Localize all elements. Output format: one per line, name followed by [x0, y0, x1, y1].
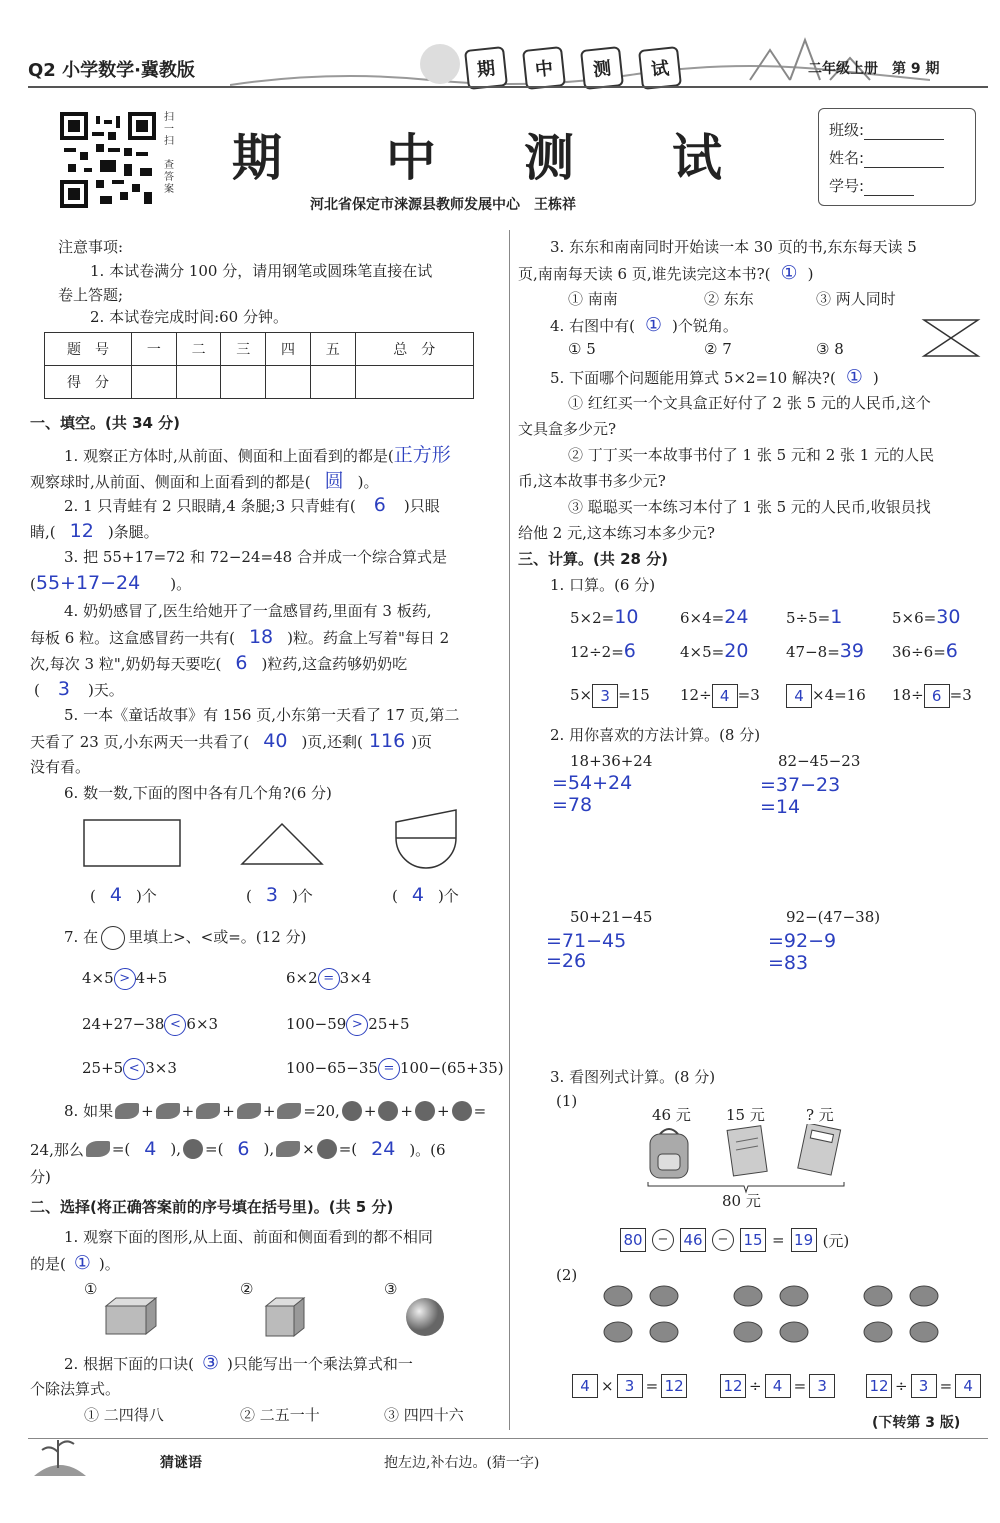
eq-box: 3: [617, 1374, 643, 1398]
q4-text-2-end: )粒。药盒上写着"每日 2: [287, 629, 450, 647]
calc-step: =71−45: [546, 930, 627, 952]
oral-expr: 47−8=: [786, 643, 840, 661]
column-divider: [509, 230, 510, 1430]
s2-q4-text: 4. 右图中有(: [550, 317, 635, 335]
score-cell[interactable]: [221, 366, 266, 399]
bracket-close: )。: [357, 473, 379, 491]
header-stamps: [466, 48, 680, 88]
section-1-title: 一、填空。(共 34 分): [30, 414, 181, 432]
part-2-equation-2: 12 ÷ 4 = 3: [720, 1374, 835, 1398]
continued-note: (下转第 3 版): [872, 1415, 961, 1431]
student-info-box: [818, 108, 976, 206]
calc-expr: 92−(47−38): [786, 908, 881, 926]
oral-answer: 6: [945, 640, 958, 662]
q1-answer: 正方形: [393, 444, 451, 466]
oral-answer: 39: [839, 640, 864, 662]
part-2-equation-1: 4 × 3 = 12: [572, 1374, 687, 1398]
minus-icon: −: [652, 1229, 674, 1251]
compare-left: 25+5: [82, 1059, 124, 1077]
q8-answer: 4: [144, 1138, 157, 1160]
stamp-char: 中: [522, 46, 566, 90]
part-2-equation-3: 12 ÷ 3 = 4: [866, 1374, 981, 1398]
section-2-title: 二、选择(将正确答案前的序号填在括号里)。(共 5 分): [30, 1198, 394, 1216]
q7-text: 7. 在: [64, 928, 99, 946]
s2-q5-option-3-cont: 给他 2 元,这本练习本多少元?: [518, 524, 715, 542]
header-publication: Q2 小学数学·冀教版: [28, 60, 195, 81]
ball-icon: [415, 1101, 435, 1121]
q6-answer: 4: [411, 884, 424, 906]
minus-icon: −: [712, 1229, 734, 1251]
equals-bracket: =(: [338, 1140, 358, 1158]
calculator-icon: [796, 1124, 842, 1176]
butterfly-group: [728, 1282, 820, 1354]
compare-right: 3×3: [145, 1059, 177, 1077]
ball-icon: [452, 1101, 472, 1121]
calc-expr: 18+36+24: [570, 752, 653, 770]
q4-answer: 18: [248, 626, 274, 648]
q4-text-3-end: )粒药,这盒药够奶奶吃: [261, 655, 408, 673]
compare-right: 6×3: [186, 1015, 219, 1033]
note-1: 1. 本试卷满分 100 分，请用钢笔或圆珠笔直接在试: [90, 262, 433, 280]
box-expr-pre: 5×: [570, 686, 593, 704]
sphere-shape: [404, 1296, 446, 1338]
q2-text-2-end: )条腿。: [107, 523, 159, 541]
option-label: ① 5: [568, 340, 596, 358]
cuboid-shape: [102, 1296, 158, 1336]
compare-answer: =: [318, 968, 340, 990]
option-label: ③: [384, 1280, 398, 1298]
option-label: ③ 四四十六: [384, 1406, 464, 1424]
oral-answer: 6: [623, 640, 636, 662]
q2-text-end: )只眼: [403, 497, 440, 515]
calc-result: =78: [552, 794, 593, 816]
eq-box: 4: [765, 1374, 791, 1398]
part-2-label: (2): [556, 1266, 578, 1284]
oral-expr: 5×2=: [570, 609, 615, 627]
compare-answer: =: [378, 1058, 400, 1080]
compare-left: 100−65−35: [286, 1059, 378, 1077]
score-cell[interactable]: [132, 366, 177, 399]
footer-divider: [28, 1438, 988, 1439]
butterfly-group: [858, 1282, 950, 1354]
backpack-icon: [644, 1124, 694, 1182]
q4-text: 4. 奶奶感冒了,医生给她开了一盒感冒药,里面有 3 板药,: [64, 602, 432, 620]
butterfly-group: [598, 1282, 690, 1354]
eq-box: 4: [955, 1374, 981, 1398]
q4-text-3: 次,每次 3 粒",奶奶每天要吃(: [30, 655, 222, 673]
s2-q5-text: 5. 下面哪个问题能用算式 5×2=10 解决?(: [550, 369, 836, 387]
q2-answer: 6: [373, 494, 386, 516]
score-header: 四: [266, 333, 311, 366]
q8-line-2: 24,那么 =( 4 ), =( 6 ), × =( 24 )。(6: [30, 1138, 446, 1160]
q8-line-1: 8. 如果 + + + + =20, + + + =: [64, 1101, 487, 1120]
q5-answer-2: 116: [368, 730, 406, 752]
score-header: 三: [221, 333, 266, 366]
eq-box: 3: [809, 1374, 835, 1398]
compare-right: 4+5: [135, 969, 168, 987]
compare-right: 100−(65+35): [399, 1059, 504, 1077]
box-answer: 3: [592, 684, 618, 708]
oral-expr: 6×4=: [680, 609, 725, 627]
bracket-close: )。: [170, 575, 192, 593]
q5-text-mid: )页,还剩(: [301, 733, 363, 751]
page-title-char: 试: [672, 128, 722, 187]
eq-box: 80: [620, 1228, 646, 1252]
q8-text-end: )。(6: [409, 1140, 446, 1159]
leaf-icon: [86, 1141, 110, 1157]
q3-text: 3. 把 55+17=72 和 72−24=48 合并成一个综合算式是: [64, 548, 447, 566]
s2-q3-text-2: 页,南南每天读 6 页,谁先读完这本书?(: [518, 265, 771, 283]
class-label: 班级:: [829, 121, 865, 139]
box-answer: 6: [924, 684, 950, 708]
bracket-open: (: [34, 681, 40, 699]
q8-text-3: 分): [30, 1168, 51, 1186]
calc-result: =14: [760, 796, 801, 818]
qr-scan-label: 扫一扫: [164, 112, 174, 147]
rectangle-shape: [82, 818, 182, 868]
option-label: ②: [240, 1280, 254, 1298]
s2-q1-text: 1. 观察下面的图形,从上面、前面和侧面看到的都不相同: [64, 1228, 433, 1246]
s2-q5-option-1: ① 红红买一个文具盒正好付了 2 张 5 元的人民币,这个: [568, 394, 931, 412]
ball-icon: [342, 1101, 362, 1121]
s2-q5-option-1-cont: 文具盒多少元?: [518, 420, 617, 438]
eq-box: 15: [740, 1228, 766, 1252]
q5-text-end: )页: [411, 733, 433, 751]
q4-answer-2: 6: [235, 652, 248, 674]
hourglass-figure: [920, 316, 982, 360]
triangle-shape: [240, 822, 324, 866]
compare-left: 4×5: [82, 969, 114, 987]
box-expr-pre: 12÷: [680, 686, 712, 704]
q1-text-2: 观察球时,从前面、侧面和上面看到的都是(: [30, 473, 311, 491]
q8-text-mid: =20,: [303, 1101, 340, 1120]
stamp-char: 测: [580, 46, 624, 90]
note-2: 2. 本试卷完成时间:60 分钟。: [90, 308, 288, 326]
stamp-char: 试: [638, 46, 682, 90]
q3-answer: 55+17−24: [35, 572, 141, 594]
s2-q5-option-2: ② 丁丁买一本故事书付了 1 张 5 元和 2 张 1 元的人民: [568, 446, 935, 464]
option-label: ① 南南: [568, 290, 618, 308]
box-answer: 4: [712, 684, 738, 708]
eq-box: 3: [911, 1374, 937, 1398]
q6-answer: 3: [265, 884, 278, 906]
q5-text-3: 没有看。: [30, 758, 91, 776]
s2-q2-answer: ③: [201, 1352, 219, 1374]
equals-bracket: =(: [111, 1140, 131, 1158]
compare-right: 25+5: [368, 1015, 410, 1033]
leaf-icon: [237, 1103, 261, 1119]
s3-q1-text: 1. 口算。(6 分): [550, 576, 656, 594]
score-header: 五: [310, 333, 355, 366]
author-line: 河北省保定市涞源县教师发展中心 王栋祥: [310, 197, 576, 213]
page-title-char: 中: [386, 128, 436, 187]
oral-answer: 20: [724, 640, 749, 662]
oral-answer: 10: [614, 606, 639, 628]
s2-q1-answer: ①: [73, 1252, 91, 1274]
oral-expr: 5÷5=: [786, 609, 831, 627]
ball-icon: [378, 1101, 398, 1121]
q4-text-2: 每板 6 粒。这盒感冒药一共有(: [30, 629, 235, 647]
equals-bracket: =(: [205, 1140, 224, 1158]
s2-q3-text: 3. 东东和南南同时开始读一本 30 页的书,东东每天读 5: [550, 238, 917, 256]
s3-q2-text: 2. 用你喜欢的方法计算。(8 分): [550, 726, 761, 744]
unit-label: (元): [822, 1231, 850, 1250]
compare-left: 6×2: [286, 969, 318, 987]
unit-label: )个: [291, 887, 313, 905]
q2-text-2: 睛,(: [30, 523, 56, 541]
book-icon: [726, 1124, 770, 1178]
calc-expr: 50+21−45: [570, 908, 653, 926]
s2-q5-option-2-cont: 币,这本故事书多少元?: [518, 472, 666, 490]
leaf-icon: [196, 1103, 220, 1119]
name-field[interactable]: [864, 153, 944, 168]
s2-q2-text-end: )只能写出一个乘法算式和一: [226, 1355, 413, 1373]
calc-step: =54+24: [552, 772, 633, 794]
leaf-icon: [156, 1103, 180, 1119]
page-title-char: 期: [232, 128, 282, 187]
s2-q3-answer: ①: [780, 262, 798, 284]
mascot-icon: [420, 44, 460, 84]
box-expr-post: =3: [737, 686, 760, 704]
unit-label: )个: [437, 887, 459, 905]
riddle-text: 抱左边,补右边。(猜一字): [384, 1455, 540, 1471]
oral-answer: 30: [936, 606, 961, 628]
notes-heading: 注意事项:: [58, 238, 124, 256]
box-expr-post: ×4=16: [812, 686, 866, 704]
bracket-close: )天。: [87, 681, 124, 699]
oral-expr: 4×5=: [680, 643, 725, 661]
q8-text-2: 24,那么: [30, 1140, 84, 1159]
compare-answer: >: [346, 1014, 368, 1036]
score-label: 得 分: [45, 366, 132, 399]
unit-label: )个: [135, 887, 157, 905]
q5-text-2: 天看了 23 页,小东两天一共看了(: [30, 733, 250, 751]
eq-box: 12: [720, 1374, 746, 1398]
q6-answer: 4: [109, 884, 122, 906]
s2-q4-answer: ①: [644, 314, 662, 336]
oral-answer: 24: [724, 606, 749, 628]
compare-left: 24+27−38: [82, 1015, 165, 1033]
option-label: ② 二五一十: [240, 1406, 320, 1424]
price-label: 15 元: [726, 1106, 765, 1124]
calc-step: =92−9: [768, 930, 837, 952]
bracket-close: )。: [98, 1255, 120, 1273]
page-title-char: 测: [524, 128, 574, 187]
calc-step: =37−23: [760, 774, 841, 796]
eq-box: 46: [680, 1228, 706, 1252]
score-cell[interactable]: [310, 366, 355, 399]
option-label: ③ 8: [816, 340, 844, 358]
s2-q4-text-end: )个锐角。: [671, 317, 738, 335]
oral-expr: 5×6=: [892, 609, 937, 627]
qr-answer-label: 查答案: [164, 160, 174, 195]
box-expr-post: =15: [618, 686, 650, 704]
eq-box: 4: [572, 1374, 598, 1398]
calc-expr: 82−45−23: [778, 752, 861, 770]
eq-box: 19: [791, 1228, 817, 1252]
leaf-icon: [277, 1103, 301, 1119]
leaf-icon: [115, 1103, 139, 1119]
s2-q2-text-2: 个除法算式。: [30, 1380, 121, 1398]
oral-answer: 1: [830, 606, 843, 628]
compare-answer: <: [164, 1014, 186, 1036]
score-header: 题 号: [45, 333, 132, 366]
q1-text: 1. 观察正方体时,从前面、侧面和上面看到的都是(: [64, 447, 394, 465]
eq-box: 12: [866, 1374, 892, 1398]
part-1-label: (1): [556, 1092, 578, 1110]
q5-text: 5. 一本《童话故事》有 156 页,小东第一天看了 17 页,第二: [64, 706, 460, 724]
id-field[interactable]: [864, 181, 914, 196]
box-answer: 4: [786, 684, 812, 708]
option-label: ② 东东: [704, 290, 754, 308]
ball-icon: [183, 1139, 203, 1159]
q8-answer: 24: [371, 1138, 396, 1160]
score-header: 总 分: [355, 333, 473, 366]
leaf-icon: [276, 1141, 300, 1157]
score-header: 一: [132, 333, 177, 366]
score-cell[interactable]: [355, 366, 473, 399]
total-label: 80 元: [722, 1192, 761, 1210]
q2-answer-2: 12: [69, 520, 94, 542]
name-label: 姓名:: [829, 149, 865, 167]
q6-text: 6. 数一数,下面的图中各有几个角?(6 分): [64, 784, 332, 802]
q4-answer-3: 3: [57, 678, 70, 700]
s2-q5-option-3: ③ 聪聪买一本练习本付了 1 张 5 元的人民币,收银员找: [568, 498, 931, 516]
compare-answer: <: [123, 1058, 145, 1080]
q5-answer: 40: [263, 730, 288, 752]
calc-result: =83: [768, 952, 809, 974]
stamp-char: 期: [464, 46, 508, 90]
id-label: 学号:: [829, 177, 865, 195]
compare-right: 3×4: [339, 969, 372, 987]
option-label: ③ 两人同时: [816, 290, 896, 308]
s3-q3-text: 3. 看图列式计算。(8 分): [550, 1068, 716, 1086]
circle-icon: [101, 926, 125, 950]
s2-q2-text: 2. 根据下面的口诀(: [64, 1355, 194, 1373]
compare-answer: >: [114, 968, 136, 990]
option-label: ① 二四得八: [84, 1406, 164, 1424]
box-expr-post: =3: [949, 686, 972, 704]
bracket-open: (: [30, 575, 36, 593]
compare-left: 100−59: [286, 1015, 347, 1033]
riddle-label: 猜谜语: [160, 1455, 202, 1471]
score-cell[interactable]: [176, 366, 221, 399]
score-cell[interactable]: [266, 366, 311, 399]
s2-q5-answer: ①: [845, 366, 863, 388]
header-issue: 二年级上册 第 9 期: [808, 61, 940, 77]
section-3-title: 三、计算。(共 28 分): [518, 550, 669, 568]
oral-expr: 36÷6=: [892, 643, 946, 661]
semicircle-shape: [390, 808, 462, 880]
note-1-cont: 卷上答题;: [58, 286, 124, 304]
class-field[interactable]: [864, 125, 944, 140]
q7-text-2: 里填上>、<或=。(12 分): [128, 928, 307, 946]
s2-q1-text-2: 的是(: [30, 1255, 66, 1273]
q2-text: 2. 1 只青蛙有 2 只眼睛,4 条腿;3 只青蛙有(: [64, 497, 356, 515]
q8-answer: 6: [237, 1138, 250, 1160]
cube-shape: [262, 1296, 306, 1340]
calc-result: =26: [546, 950, 587, 972]
score-table: [44, 332, 474, 399]
option-label: ①: [84, 1280, 98, 1298]
qr-code-icon[interactable]: [60, 112, 156, 208]
header-divider: [28, 86, 988, 88]
price-label: 46 元: [652, 1106, 691, 1124]
price-label: ? 元: [806, 1106, 834, 1124]
part-1-equation: 80 − 46 − 15 = 19 (元): [620, 1228, 849, 1252]
option-label: ② 7: [704, 340, 732, 358]
ball-icon: [317, 1139, 337, 1159]
q1-answer-2: 圆: [324, 470, 344, 492]
q8-text: 8. 如果: [64, 1102, 114, 1120]
oral-expr: 12÷2=: [570, 643, 624, 661]
plant-decoration-icon: [30, 1434, 90, 1478]
eq-box: 12: [661, 1374, 687, 1398]
box-expr-pre: 18÷: [892, 686, 924, 704]
score-header: 二: [176, 333, 221, 366]
